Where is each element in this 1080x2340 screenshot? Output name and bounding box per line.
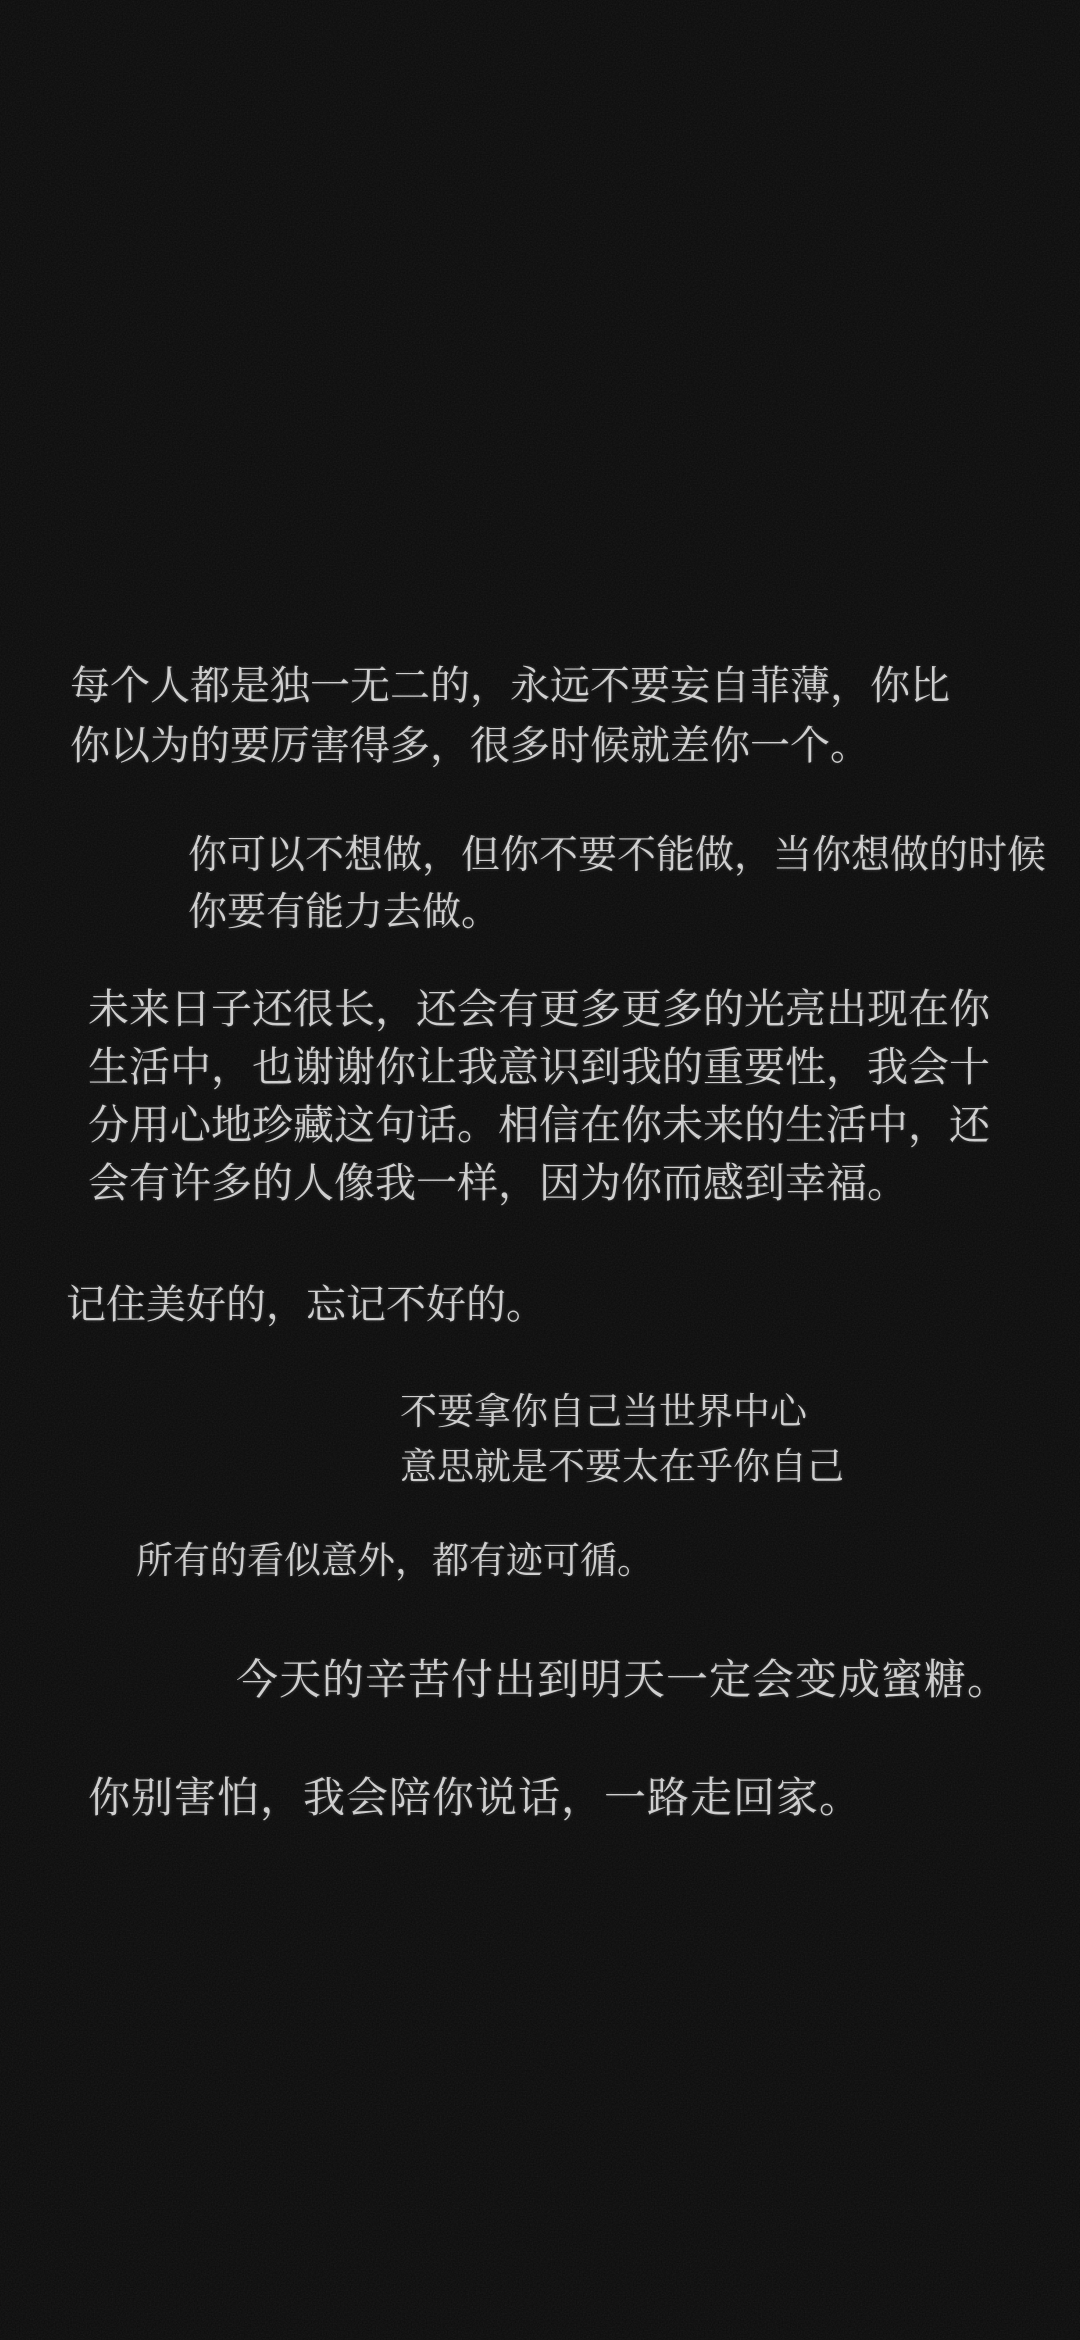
quote-5-line-2: 意思就是不要太在乎你自己 xyxy=(400,1446,844,1487)
quote-7-line-1: 今天的辛苦付出到明天一定会变成蜜糖。 xyxy=(236,1656,1011,1703)
quote-8-line-1: 你别害怕，我会陪你说话，一路走回家。 xyxy=(88,1774,863,1821)
quote-2-line-2: 你要有能力去做。 xyxy=(188,891,501,934)
quote-1-line-1: 每个人都是独一无二的，永远不要妄自菲薄，你比 xyxy=(70,664,950,708)
quote-3-line-4: 会有许多的人像我一样，因为你而感到幸福。 xyxy=(88,1160,908,1206)
quote-block-5 xyxy=(400,1384,844,1494)
quote-5-line-1: 不要拿你自己当世界中心 xyxy=(400,1391,807,1432)
quote-2-line-1: 你可以不想做，但你不要不能做，当你想做的时候 xyxy=(188,834,1047,877)
quote-1-line-2: 你以为的要厉害得多，很多时候就差你一个。 xyxy=(70,724,870,768)
quote-block-1 xyxy=(70,656,950,776)
quote-block-6 xyxy=(136,1535,654,1587)
quote-block-3 xyxy=(88,980,990,1212)
quote-3-line-3: 分用心地珍藏这句话。相信在你未来的生活中，还 xyxy=(88,1102,990,1148)
quote-3-line-2: 生活中，也谢谢你让我意识到我的重要性，我会十 xyxy=(88,1044,990,1090)
quote-block-8 xyxy=(88,1769,862,1827)
quote-3-line-1: 未来日子还很长，还会有更多更多的光亮出现在你 xyxy=(88,986,990,1032)
quote-block-2 xyxy=(188,827,1046,941)
quote-block-4 xyxy=(66,1277,546,1333)
quote-4-line-1: 记住美好的，忘记不好的。 xyxy=(66,1283,546,1327)
quote-6-line-1: 所有的看似意外，都有迹可循。 xyxy=(136,1540,654,1581)
quote-block-7 xyxy=(236,1651,1010,1709)
